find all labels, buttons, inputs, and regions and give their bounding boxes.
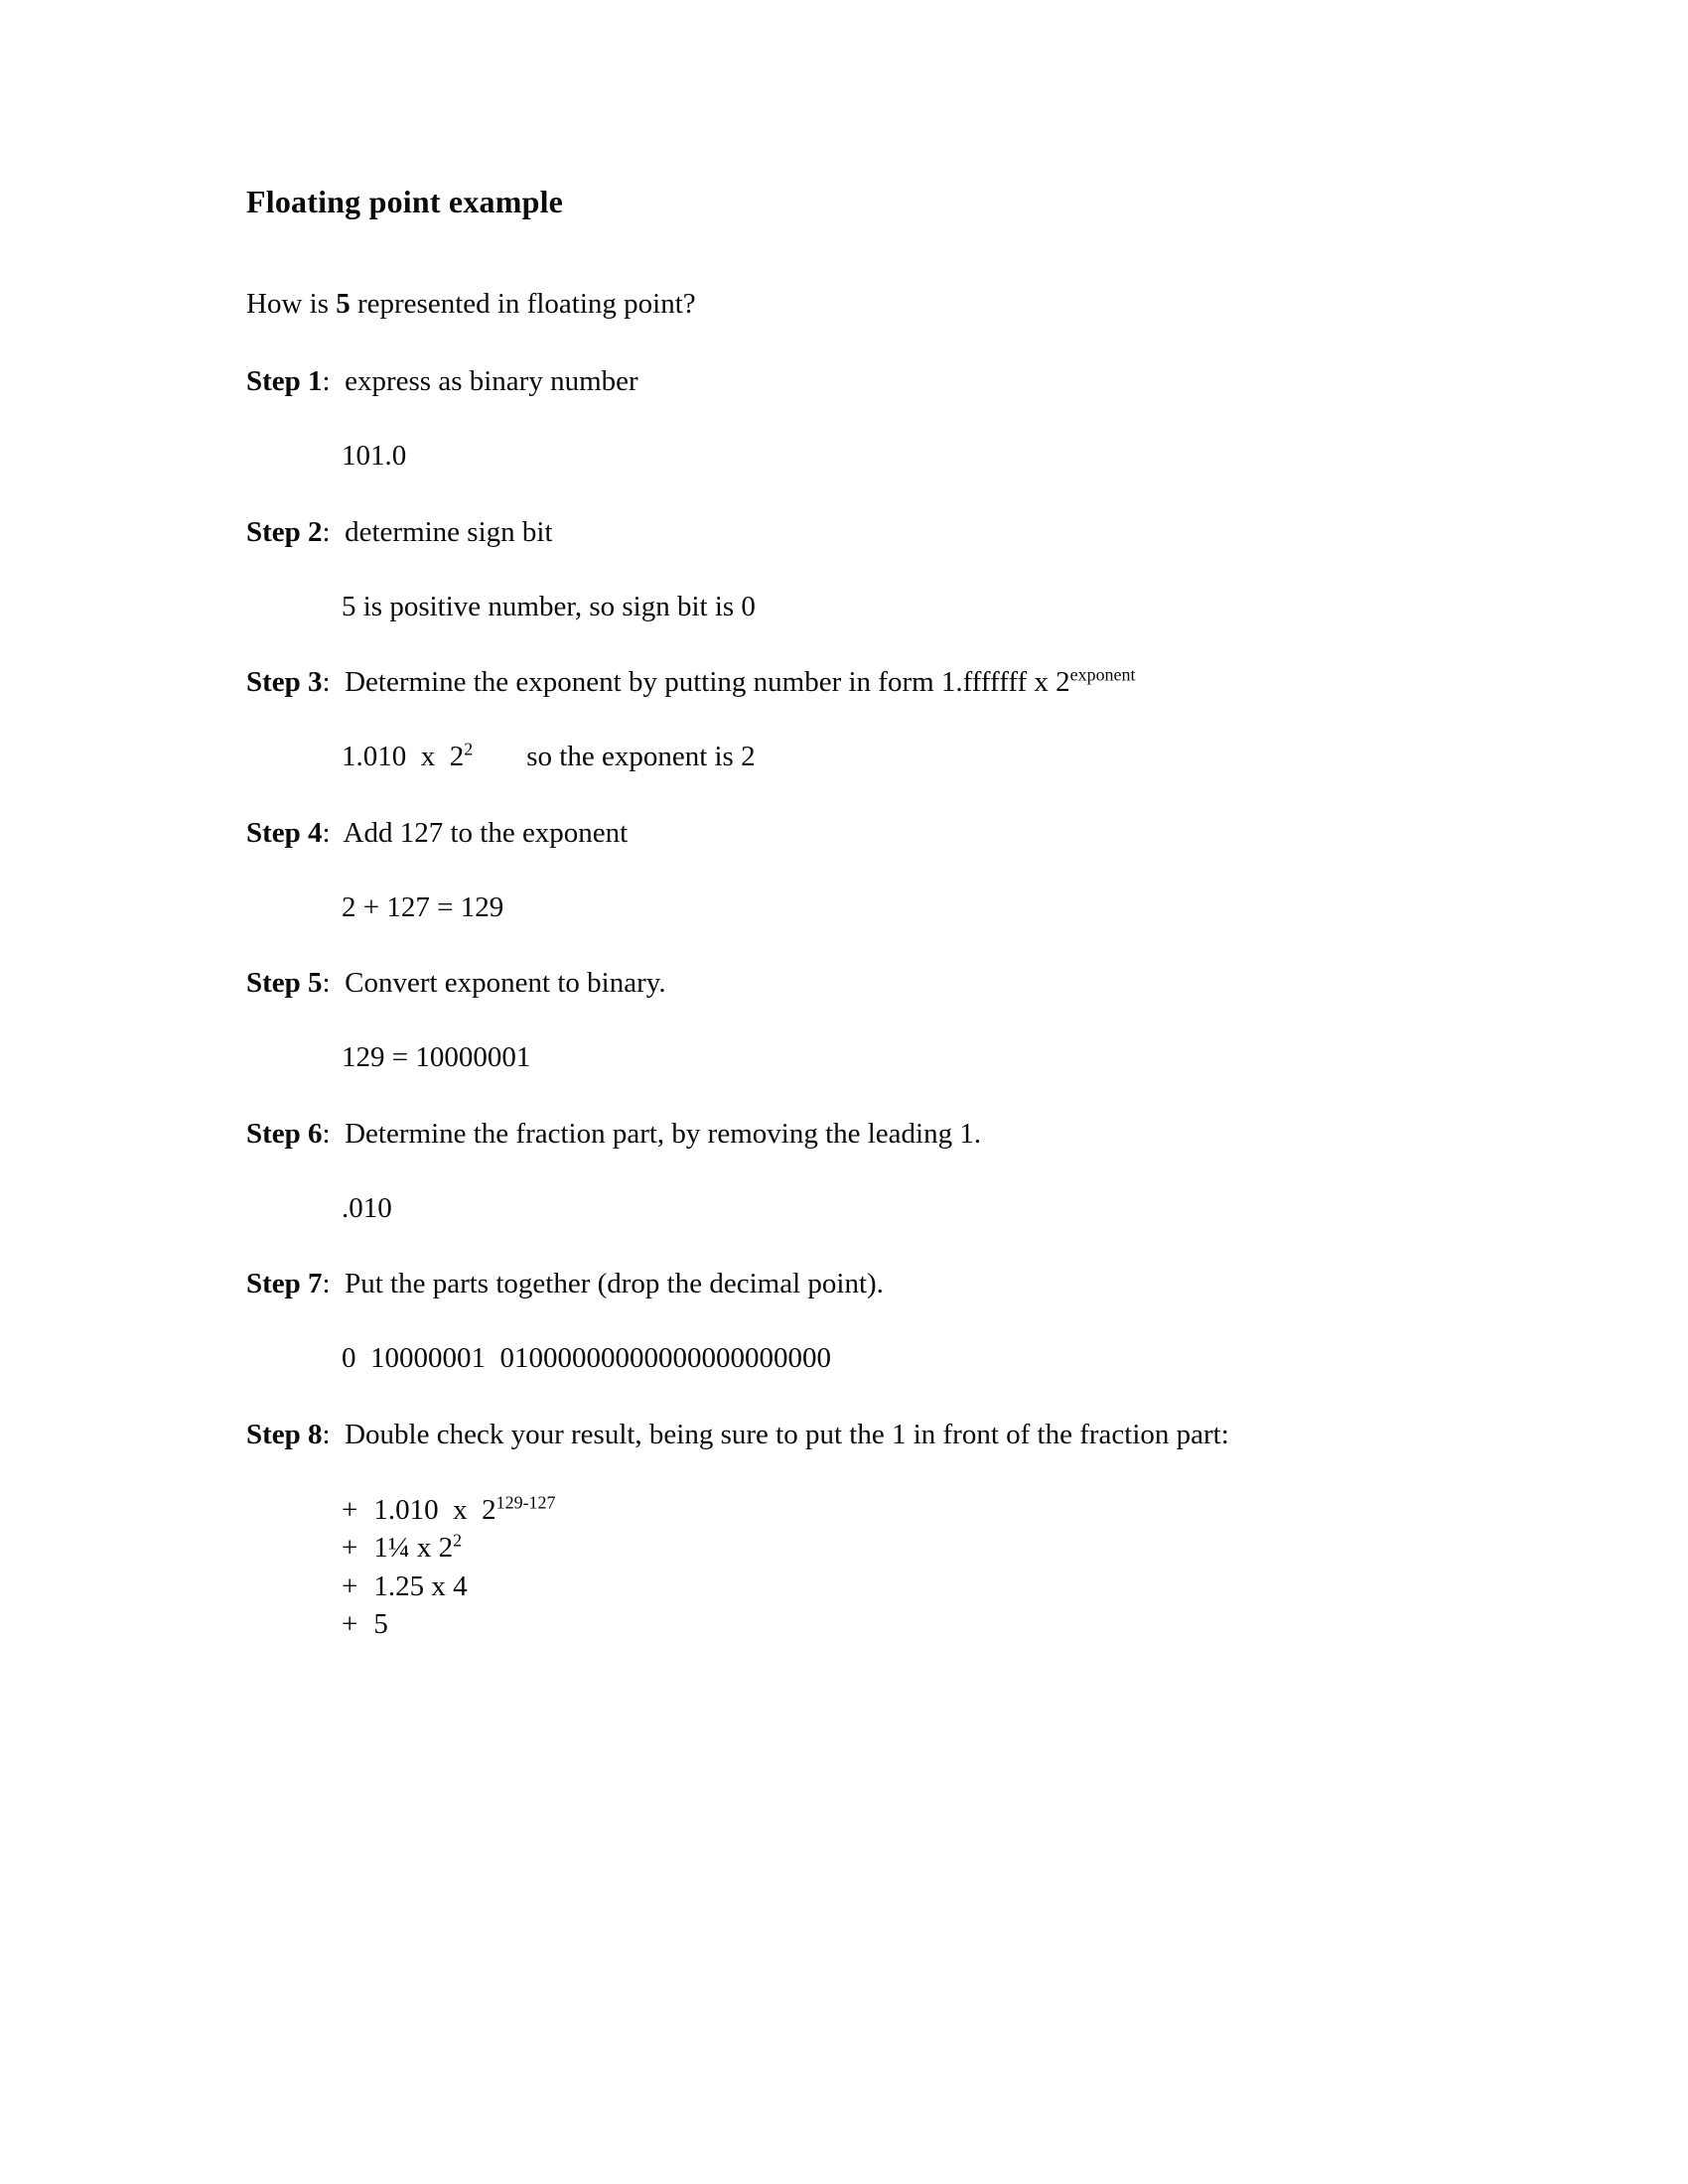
step-7-separator: : <box>322 1268 331 1300</box>
step-1-answer: 101.0 <box>342 440 407 473</box>
page-title: Floating point example <box>246 184 564 219</box>
step-7-text: Put the parts together (drop the decimal point). <box>330 1268 884 1300</box>
step-4-text: Add 127 to the exponent <box>330 816 629 849</box>
step-8-separator: : <box>322 1418 331 1450</box>
step-3-exponent-superscript: exponent <box>1069 664 1136 685</box>
step-2-label: Step 2 <box>246 515 323 548</box>
step-4-separator: : <box>322 816 331 849</box>
step-7-answer-bitstring: 0 10000001 01000000000000000000000 <box>342 1342 831 1375</box>
step-5-instruction <box>246 965 1450 1001</box>
verification-superscript: 2 <box>453 1530 463 1551</box>
step-3-answer-base: 1.010 x 2 <box>342 741 465 773</box>
step-2-instruction <box>246 514 1450 550</box>
question-emphasis-value: 5 <box>336 287 351 320</box>
step-6-label: Step 6 <box>246 1117 323 1150</box>
step-2-text: determine sign bit <box>330 515 553 548</box>
verification-line <box>342 1568 1450 1606</box>
verification-line <box>342 1605 1450 1644</box>
step-4-answer: 2 + 127 = 129 <box>342 890 504 923</box>
step-2-answer: 5 is positive number, so sign bit is 0 <box>342 590 756 622</box>
step-1-text: express as binary number <box>330 365 638 398</box>
verification-line <box>342 1491 1450 1530</box>
verification-operator: + <box>342 1532 358 1565</box>
step-6-text: Determine the fraction part, by removing the leading 1. <box>330 1117 982 1150</box>
step-6-instruction <box>246 1116 1450 1152</box>
step-2-separator: : <box>322 515 331 548</box>
verification-base: 1.010 x 2 <box>373 1493 496 1526</box>
question-line <box>246 286 1450 322</box>
verification-operator: + <box>342 1570 358 1602</box>
step-8-instruction <box>246 1417 1450 1452</box>
step-3-answer-note: so the exponent is 2 <box>526 741 756 773</box>
question-prefix: How is <box>246 287 337 320</box>
step-3-text: Determine the exponent by putting number in form 1.fffffff x 2 <box>330 666 1070 699</box>
step-3-instruction <box>246 664 1450 700</box>
step-1-instruction <box>246 363 1450 399</box>
step-8-label: Step 8 <box>246 1418 323 1450</box>
step-8-text: Double check your result, being sure to put the 1 in front of the fraction part: <box>330 1418 1229 1450</box>
question-suffix: represented in floating point? <box>350 287 696 320</box>
step-3-separator: : <box>322 666 331 699</box>
verification-base: 1.25 x 4 <box>373 1570 468 1602</box>
step-5-label: Step 5 <box>246 967 323 1000</box>
step-3-answer-superscript: 2 <box>464 739 474 759</box>
step-1-separator: : <box>322 365 331 398</box>
step-5-separator: : <box>322 967 331 1000</box>
step-3-label: Step 3 <box>246 666 323 699</box>
step-6-answer: .010 <box>342 1191 392 1224</box>
verification-base: 1¼ x 2 <box>373 1532 454 1565</box>
verification-superscript: 129-127 <box>495 1492 556 1513</box>
step-4-instruction <box>246 815 1450 851</box>
verification-base: 5 <box>373 1608 388 1641</box>
step-5-text: Convert exponent to binary. <box>330 967 666 1000</box>
verification-operator: + <box>342 1608 358 1641</box>
step-3-answer <box>246 739 1450 774</box>
verification-block <box>246 1491 1450 1644</box>
step-7-label: Step 7 <box>246 1268 323 1300</box>
verification-operator: + <box>342 1493 358 1526</box>
step-1-label: Step 1 <box>246 365 323 398</box>
step-5-answer: 129 = 10000001 <box>342 1041 531 1074</box>
step-4-label: Step 4 <box>246 816 323 849</box>
verification-line <box>342 1529 1450 1568</box>
step-6-separator: : <box>322 1117 331 1150</box>
step-7-instruction <box>246 1266 1450 1301</box>
